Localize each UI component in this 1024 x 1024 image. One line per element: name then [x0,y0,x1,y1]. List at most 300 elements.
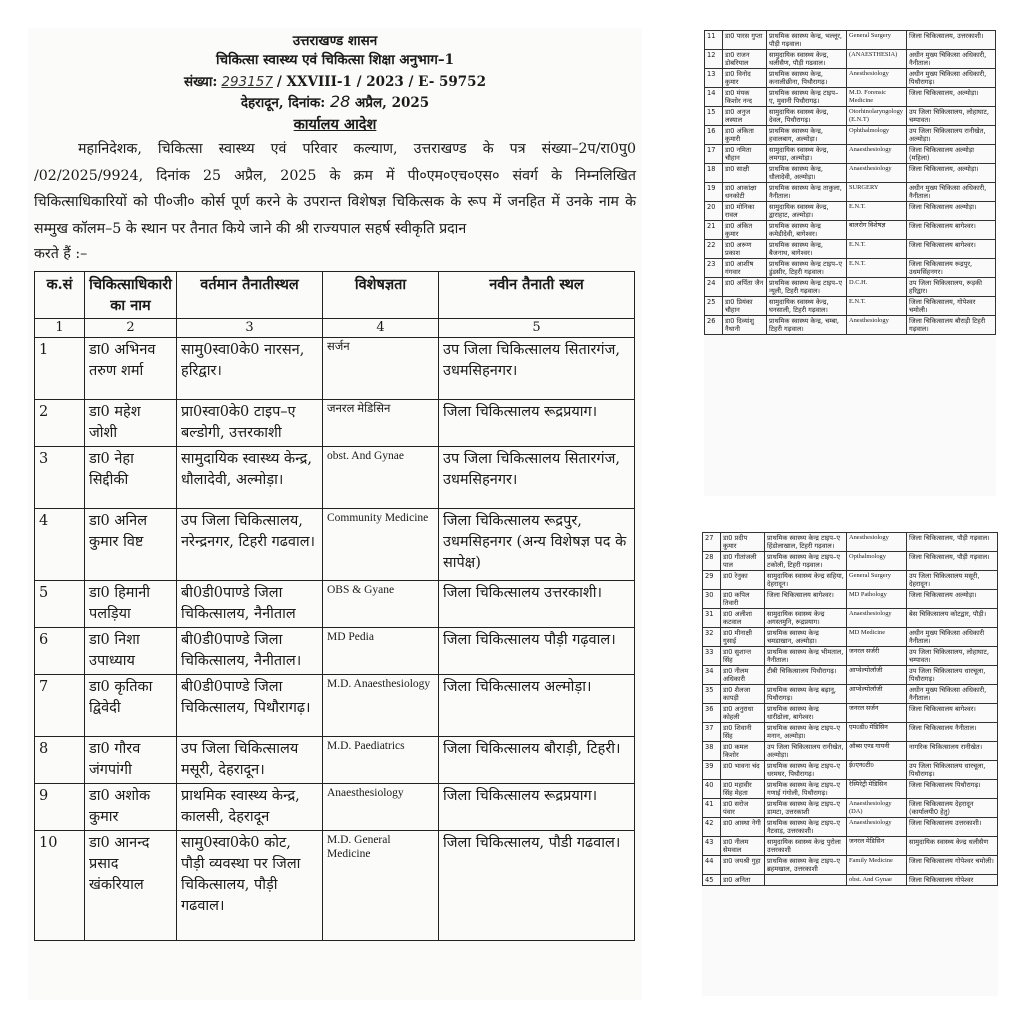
table-row [703,647,998,666]
cell-serial: 22 [705,240,723,259]
table-row [35,338,635,400]
cell-new-posting: जिला चिकित्सालय बागेश्वर। [907,221,996,240]
cell-speciality: Anesthesiology [847,69,907,88]
cell-new-posting: अधीन मुख्य चिकित्सा अधिकारी, नैनीताल। [907,50,996,69]
cell-current-posting: प्राथमिक स्वास्थ्य केन्द्र टाइप–ए डुंडसीर, टिहरी गढ़वाल। [767,259,847,278]
cell-new-posting: जिला चिकित्सालय नैनीताल। [907,723,998,742]
cell-current-posting: सामुदायिक स्वास्थ्य केन्द्र पुरोला उत्तरकाशी [765,837,847,856]
cell-serial: 15 [705,107,723,126]
main-document-page [28,28,642,1000]
order-title: कार्यालय आदेश [293,116,377,133]
cell-new-posting: जिला चिकित्सालय अल्मोड़ा। [907,590,998,609]
cell-serial: 21 [705,221,723,240]
table-header-row [35,272,635,319]
cell-serial: 14 [705,88,723,107]
table-row [703,628,998,647]
cell-current-posting: बी0डी0पाण्डे जिला चिकित्सालय, नैनीताल। [177,628,323,675]
cell-current-posting [765,875,847,886]
table-row [35,831,635,941]
cell-serial: 16 [705,126,723,145]
cell-current-posting: प्राथमिक स्वास्थ्य केन्द्र भीमताल, नैनीताल। [765,647,847,666]
table-row [703,685,998,704]
cell-speciality: रेस्पिरेट्री मेडिसिन [847,780,907,799]
cell-serial: 27 [703,533,721,552]
cell-speciality: ई0एन0टी0 [847,761,907,780]
cell-new-posting: जिला चिकित्सालय उत्तरकाशी। [907,818,998,837]
cell-serial: 45 [703,875,721,886]
cell-serial: 8 [35,737,85,784]
cell-current-posting: प्राथमिक स्वास्थ्य केन्द्र टाइप–ए नैटवाड़, उत्तरकाशी। [765,818,847,837]
cell-new-posting: जिला चिकित्सालय, पौड़ी गढ़वाल। [907,533,998,552]
cell-current-posting: जिला चिकित्सालय बागेश्वर। [765,590,847,609]
cell-current-posting: उप जिला चिकित्सालय मसूरी, देहरादून। [177,737,323,784]
cell-speciality: Ophthalmology [847,126,907,145]
cell-current-posting: प्राथमिक स्वास्थ्य केन्द्र, भल्लूर, पौड़ी गढ़वाल। [767,31,847,50]
cell-current-posting: सामुदायिक स्वास्थ्य केन्द्र, द्वाराहाट, अल्मोड़ा। [767,202,847,221]
cell-serial: 10 [35,831,85,941]
cell-new-posting: जिला चिकित्सालय रूद्रपुर, उधमसिंहनगर। [907,259,996,278]
cell-serial: 34 [703,666,721,685]
cell-speciality: Anesthesiology [847,316,907,335]
table-row [703,552,998,571]
cell-new-posting: जिला चिकित्सालय रूद्रपुर, उधमसिहनगर (अन्य विशेषज्ञ पद के सापेक्ष) [439,509,635,581]
cell-current-posting: सामुदायिक स्वास्थ्य केन्द्र अगस्तमुनि, रूद्रप्रयाग। [765,609,847,628]
cell-new-posting: जिला चिकित्सालय पौड़ी गढ़वाल। [439,628,635,675]
cell-serial: 44 [703,856,721,875]
cell-current-posting: प्राथमिक स्वास्थ्य केन्द्र, चम्बा, टिहरी गढ़वाल। [767,316,847,335]
table-row [705,221,996,240]
cell-current-posting: सामुदायिक स्वास्थ्य केन्द्र, धौलादेवी, अल्मोड़ा। [177,447,323,509]
cell-serial: 41 [703,799,721,818]
cell-speciality: E.N.T. [847,240,907,259]
table-row [703,704,998,723]
cell-current-posting: प्राथमिक स्वास्थ्य केन्द्र चमडाखान, अल्मोड़ा। [765,628,847,647]
cell-new-posting: जिला चिकित्सालय बौराड़ी टिहरी गढ़वाल। [907,316,996,335]
cell-name: डा0 आशीष गंगवार [723,259,767,278]
cell-speciality: जनरल सर्जरी [847,647,907,666]
cell-new-posting: जिला चिकित्सालय गोपेश्वर चमोली। [907,856,998,875]
cell-name: डा0 अंकित कुमार [723,221,767,240]
cell-speciality: Anaesthesiology [323,784,439,831]
cell-name: डा0 मीनाक्षी गुसाई [721,628,765,647]
cell-current-posting: प्राथमिक स्वास्थ्य केन्द्र, हवालबाग, अल्मोड़ा। [767,126,847,145]
cell-name: डा0 आस्था नेगी [721,818,765,837]
cell-serial: 32 [703,628,721,647]
cell-current-posting: प्राथमिक स्वास्थ्य केन्द्र टाइप–ए हिंडोलाखाल, टिहरी गढ़वाल। [765,533,847,552]
cell-new-posting: नागरिक चिकित्सालय रानीखेत। [907,742,998,761]
cell-current-posting: प्राथमिक स्वास्थ्य केन्द्र टाइप–ए धरमघर, पिथौरागढ़। [765,761,847,780]
cell-speciality: आप्थेल्मोलॉजी [847,666,907,685]
cell-speciality: बालरोग विशेषज्ञ [847,221,907,240]
col-header-speciality: विशेषज्ञता [323,272,439,319]
table-row [703,856,998,875]
table-row [703,818,998,837]
cell-new-posting: जिला चिकित्सालय रूद्रप्रयाग। [439,784,635,831]
table-row [705,316,996,335]
cell-name: डा0 गौरव जंगपांगी [85,737,177,784]
cell-name: डा0 गीतांजली पाल [721,552,765,571]
cell-current-posting: प्राथमिक स्वास्थ्य केन्द्र टाइप–ए डामटा, उत्तरकाशी [765,799,847,818]
cell-speciality: SURGERY [847,183,907,202]
cell-new-posting: जिला चिकित्सालय देहरादून (कार्यालयी0 हेतु) [907,799,998,818]
cell-serial: 28 [703,552,721,571]
cell-new-posting: जिला चिकित्सालय बौराड़ी, टिहरी। [439,737,635,784]
table-row [35,628,635,675]
cell-serial: 9 [35,784,85,831]
col-index: 1 [35,319,85,338]
table-row [35,737,635,784]
cell-speciality: M.D. Paediatrics [323,737,439,784]
cell-new-posting: अधीन मुख्य चिकित्सा अधिकारी, पिथौरागढ़। [907,69,996,88]
cell-serial: 26 [705,316,723,335]
cell-name: डा0 हिमानी पलड़िया [85,581,177,628]
col-header-new-posting: नवीन तैनाती स्थल [439,272,635,319]
cell-current-posting: सामुदायिक स्वास्थ्य केन्द्र सहिया, देहरादून। [765,571,847,590]
cell-current-posting: बी0डी0पाण्डे जिला चिकित्सालय, नैनीताल [177,581,323,628]
cell-name: डा0 अंकिता कुमारी [723,126,767,145]
cell-name: डा0 नीलम अधिकारी [721,666,765,685]
cell-current-posting: प्राथमिक स्वास्थ्य केन्द्र टाइप–ए मनान, अल्मोड़ा। [765,723,847,742]
cell-current-posting: सामुदायिक स्वास्थ्य केन्द्र, थलीसैण, पौड़ी गढवाल। [767,50,847,69]
cell-speciality: जनरल मेडिसिन [323,400,439,447]
cell-current-posting: प्राथमिक स्वास्थ्य केन्द्र बढ़ानू, पिथौरागढ़। [765,685,847,704]
cell-new-posting: उप जिला चिकित्सालय, लोहाघाट, चम्पावत। [907,107,996,126]
cell-current-posting: बी0डी0पाण्डे जिला चिकित्सालय, पिथौरागढ़। [177,675,323,737]
government-name: उत्तराखण्ड शासन [292,33,378,49]
col-index: 3 [177,319,323,338]
col-header-current-posting: वर्तमान तैनातीस्थल [177,272,323,319]
cell-name: डा0 शिवानी सिंह [721,723,765,742]
col-header-name: चिकित्साधिकारी का नाम [85,272,177,319]
table-row [705,297,996,316]
column-index-row [35,319,635,338]
cell-new-posting: उप जिला चिकित्सालय धारचूला, पिथौरागढ़। [907,761,998,780]
cell-name: डा0 अनिल कुमार विष्ट [85,509,177,581]
table-row [705,183,996,202]
cell-name: डा0 पारस गुप्ता [723,31,767,50]
table-row [35,784,635,831]
cell-new-posting: उप जिला चिकित्सालय, लोहाघाट, चम्पावत। [907,647,998,666]
cell-current-posting: प्राथमिक स्वास्थ्य केन्द्र, बैजनाथ, बागेश्वर। [767,240,847,259]
cell-name: डा0 नीलम सेमवाल [721,837,765,856]
cell-current-posting: प्राथमिक स्वास्थ्य केन्द्र टाइप–ए ब्रहमखाल, उत्तरकाशी [765,856,847,875]
cell-serial: 36 [703,704,721,723]
cell-name: डा0 कमल किशोर [721,742,765,761]
cell-new-posting: जिला चिकित्सालय पिथौरागढ़। [907,780,998,799]
cell-name: डा0 साक्षी [723,164,767,183]
cell-name: डा0 अभिनव तरुण शर्मा [85,338,177,400]
table-row [705,202,996,221]
cell-name: डा0 जयश्री गुहा [721,856,765,875]
cell-serial: 25 [705,297,723,316]
cell-new-posting: उप जिला चिकित्सालय रानीखेत, अल्मोड़ा। [907,126,996,145]
cell-speciality: Anaesthesiology [847,818,907,837]
cell-serial: 42 [703,818,721,837]
cell-new-posting: जिला चिकित्सालय, अल्मोड़ा। [907,164,996,183]
cell-serial: 24 [705,278,723,297]
cell-new-posting: सामुदायिक स्वास्थ्य केन्द्र थलीसैण [907,837,998,856]
cell-speciality: Anaesthesiology [847,145,907,164]
reference-number [28,72,642,90]
cell-new-posting: अधीन मुख्य चिकित्सा अधिकारी नैनीताल। [907,628,998,647]
cell-new-posting: जिला चिकित्सालय अल्मोड़ा। [439,675,635,737]
cell-serial: 29 [703,571,721,590]
table-row [703,742,998,761]
cell-speciality: General Surgery [847,571,907,590]
cell-speciality: ऑब्स एण्ड गायनी [847,742,907,761]
cell-serial: 43 [703,837,721,856]
cell-speciality: Community Medicine [323,509,439,581]
table-row [705,164,996,183]
order-paragraph: महानिदेशक, चिकित्सा स्वास्थ्य एवं परिवार कल्याण, उत्तराखण्ड के पत्र संख्या–2प/रा0पु0 /02/2025/9924, दिनांक 25 अप्रैल, 2025 के क्रम में पी०एम०एच०एस० संवर्ग के निम्नलिखित चिकित्साधिकारियों को पी०जी० कोर्स पूर्ण करने के उपरान्त विशेषज्ञ चिकित्सक के रूप में जनहित में उनके नाम के सम्मुख कॉलम–5 के स्थान पर तैनात किये जाने की श्री राज्यपाल सहर्ष स्वीकृति प्रदान [34,141,636,237]
cell-new-posting: अधीन मुख्य चिकित्सा अधिकारी, नैनीताल। [907,685,998,704]
cell-name: डा0 अनिता [721,875,765,886]
cell-speciality: obst. And Gynae [847,875,907,886]
cell-name: डा0 अनुराधा कोहली [721,704,765,723]
table-row [703,590,998,609]
cell-name: डा0 कपिल तिवारी [721,590,765,609]
table-row [35,447,635,509]
cell-current-posting: प्राथमिक स्वास्थ्य केन्द्र धारीढोला, बागेश्वर। [765,704,847,723]
cell-serial: 23 [705,259,723,278]
cell-speciality: Anaesthesiology [847,609,907,628]
cell-serial: 37 [703,723,721,742]
table-row [705,31,996,50]
cell-serial: 1 [35,338,85,400]
cell-current-posting: उप जिला चिकित्सालय, नरेन्द्रनगर, टिहरी गढवाल। [177,509,323,581]
cell-new-posting: उप जिला चिकित्सालय सितारगंज, उधमसिहनगर। [439,338,635,400]
cell-new-posting: उप जिला चिकित्सालय मसूरी, देहरादून। [907,571,998,590]
cell-serial: 38 [703,742,721,761]
cell-serial: 4 [35,509,85,581]
cell-serial: 13 [705,69,723,88]
reference-label: संख्या: [184,74,218,90]
table-row [703,875,998,886]
cell-speciality: एम0डी0 मेडिसिन [847,723,907,742]
cell-speciality: Family Medicine [847,856,907,875]
table-row [35,509,635,581]
cell-serial: 12 [705,50,723,69]
cell-name: डा0 नेहा सिद्दीकी [85,447,177,509]
cell-name: डा0 विनोद कुमार [723,69,767,88]
cell-speciality: M.D. Forensic Medicine [847,88,907,107]
cell-current-posting: सामुदायिक स्वास्थ्य केन्द्र, घनसाली, टिहरी गढ़वाल। [767,297,847,316]
cell-name: डा0 महेश जोशी [85,400,177,447]
table-row [705,126,996,145]
cell-serial: 30 [703,590,721,609]
cell-speciality: M.D. General Medicine [323,831,439,941]
cell-serial: 31 [703,609,721,628]
cell-new-posting: जिला चिकित्सालय अल्मोड़ा। [907,202,996,221]
table-row [705,107,996,126]
cell-current-posting: प्राथमिक स्वास्थ्य केन्द्र, कनालीछीना, पिथौरागढ़। [767,69,847,88]
cell-name: डा0 अशोक कुमार [85,784,177,831]
cell-current-posting: प्राथमिक स्वास्थ्य केन्द्र, कालसी, देहरादून [177,784,323,831]
cell-current-posting: सामु0स्वा0के0 नारसन, हरिद्वार। [177,338,323,400]
cell-name: डा0 कृतिका द्विवेदी [85,675,177,737]
handwritten-date: 28 [329,92,351,111]
cell-name: डा0 महावीर सिंह मेहता [721,780,765,799]
table-row [705,145,996,164]
cell-name: डा0 अलीशा कटवाल [721,609,765,628]
continuation-page-2 [702,532,998,996]
table-row [703,723,998,742]
cell-name: डा0 प्रियंका चौहान [723,297,767,316]
reference-rest: / XXVIII-1 / 2023 / E- 59752 [276,74,486,90]
cell-new-posting: बेस चिकित्सालय कोटद्वार, पौड़ी। [907,609,998,628]
cell-serial: 3 [35,447,85,509]
col-header-serial: क.सं [35,272,85,319]
cell-current-posting: प्राथमिक स्वास्थ्य केन्द्र कमेडीदेवी, बागेश्वर। [767,221,847,240]
table-row [705,50,996,69]
date-prefix: देहरादून, दिनांक: [240,95,326,111]
cell-new-posting: अधीन मुख्य चिकित्सा अधिकारी, नैनीताल। [907,183,996,202]
cell-name: डा0 रेनुका [721,571,765,590]
cell-name: डा0 अर्पिता जैन [723,278,767,297]
cell-new-posting: जिला चिकित्सालय गोपेश्वर [907,875,998,886]
cell-serial: 17 [705,145,723,164]
cell-speciality: जनरल सर्जन [847,704,907,723]
cell-current-posting: सामु0स्वा0के0 कोट, पौड़ी व्यवस्था पर जिला चिकित्सालय, पौड़ी गढवाल। [177,831,323,941]
table-row [703,837,998,856]
cell-serial: 33 [703,647,721,666]
cell-name: डा0 भावना चंद [721,761,765,780]
cell-new-posting: जिला चिकित्सालय बागेश्वर। [907,704,998,723]
cell-current-posting: सामुदायिक स्वास्थ्य केन्द्र, लमगड़ा, अल्मोड़ा। [767,145,847,164]
cell-serial: 39 [703,761,721,780]
cell-name: डा0 सुशान्त सिंह [721,647,765,666]
cell-current-posting: प्रा0स्वा0के0 टाइप–ए बल्डोगी, उत्तरकाशी [177,400,323,447]
cell-name: डा0 मंयक किशोर नन्द [723,88,767,107]
handwritten-number: 293157 [221,74,273,90]
cell-current-posting: उप जिला चिकित्सालय रानीखेत, अल्मोड़ा। [765,742,847,761]
cell-serial: 5 [35,581,85,628]
cell-name: डा0 आकांक्षा धनकोटी [723,183,767,202]
table-row [703,666,998,685]
cell-new-posting: उप जिला चिकित्सालय धारचूला, पिथौरागढ़। [907,666,998,685]
cell-name: डा0 निशा उपाध्याय [85,628,177,675]
table-row [705,88,996,107]
cell-serial: 2 [35,400,85,447]
cell-serial: 7 [35,675,85,737]
cell-current-posting: प्राथमिक स्वास्थ्य केन्द्र टाइप–ए गणाई गंगोली, पिथौरागढ़। [765,780,847,799]
cell-new-posting: जिला चिकित्सालय, पौड़ी गढ़वाल। [907,552,998,571]
date-line [28,92,642,111]
cell-name: डा0 प्रदीप कुमार [721,533,765,552]
cell-speciality: D.C.H. [847,278,907,297]
cell-new-posting: जिला चिकित्सालय उत्तरकाशी। [439,581,635,628]
table-row [703,609,998,628]
col-index: 5 [439,319,635,338]
table-row [703,780,998,799]
cell-speciality: Anaesthesiology (DA) [847,799,907,818]
table-row [35,400,635,447]
cell-serial: 40 [703,780,721,799]
cell-new-posting: उप जिला चिकित्सालय, रूड़की हरिद्वार। [907,278,996,297]
table-row [703,533,998,552]
cell-serial: 35 [703,685,721,704]
cell-speciality: E.N.T. [847,202,907,221]
cell-speciality: MD Medicine [847,628,907,647]
cell-name: डा0 सरोज पंवार [721,799,765,818]
continuation-page-1 [704,30,996,496]
cell-speciality: E.N.T. [847,297,907,316]
cell-speciality: (ANAESTHESIA) [847,50,907,69]
continuation-table-2 [702,532,998,886]
table-row [703,571,998,590]
cell-serial: 6 [35,628,85,675]
cell-name: डा0 राजन डोबरियाल [723,50,767,69]
cell-new-posting: जिला चिकित्सालय, उत्तरकाशी। [907,31,996,50]
cell-current-posting: प्राथमिक स्वास्थ्य केन्द्र टाइप–ए न्यूली, टिहरी गढ़वाल। [767,278,847,297]
table-row [703,799,998,818]
cell-speciality: MD Pathology [847,590,907,609]
table-row [703,761,998,780]
cell-new-posting: जिला चिकित्सालय, पौडी गढवाल। [439,831,635,941]
cell-speciality: Anaesthesiology [847,164,907,183]
col-index: 4 [323,319,439,338]
cell-name: डा0 अनुज लस्याल [723,107,767,126]
cell-speciality: सर्जन [323,338,439,400]
cell-speciality: Anesthesiology [847,533,907,552]
table-row [705,240,996,259]
continuation-table-1 [704,30,996,335]
cell-speciality: MD Pedia [323,628,439,675]
cell-speciality: जनरल मेडिसिन [847,837,907,856]
cell-name: डा0 शैलजा कापड़ी [721,685,765,704]
cell-speciality: Otorhinolaryngology (E.N.T) [847,107,907,126]
cell-name: डा0 आनन्द प्रसाद खंकरियाल [85,831,177,941]
cell-serial: 20 [705,202,723,221]
posting-table [34,271,635,941]
cell-current-posting: सामुदायिक स्वास्थ्य केन्द्र, देवल, पिथौरागढ़। [767,107,847,126]
cell-new-posting: जिला चिकित्सालय अल्मोड़ा (महिला) [907,145,996,164]
cell-current-posting: प्राथमिक स्वास्थ्य केन्द्र, धौलादेवी, अल्मोड़ा। [767,164,847,183]
date-rest: अप्रैल, 2025 [355,95,430,111]
cell-new-posting: जिला चिकित्सालय बागेश्वर। [907,240,996,259]
cell-current-posting: प्राथमिक स्वास्थ्य केन्द्र टाइप–ए टकोली, टिहरी गढ़वाल। [765,552,847,571]
cell-new-posting: जिला चिकित्सालय रूद्रप्रयाग। [439,400,635,447]
table-row [35,581,635,628]
col-index: 2 [85,319,177,338]
cell-current-posting: प्राथमिक स्वास्थ्य केन्द्र ताकुला, नैनीताल। [767,183,847,202]
cell-speciality: M.D. Anaesthesiology [323,675,439,737]
cell-serial: 19 [705,183,723,202]
cell-speciality: obst. And Gynae [323,447,439,509]
cell-speciality: E.N.T. [847,259,907,278]
cell-speciality: Opthalmology [847,552,907,571]
table-row [35,675,635,737]
cell-name: डा0 मोनिका रावल [723,202,767,221]
cell-speciality: आप्थेल्मोलॉजी [847,685,907,704]
order-closing: करते हैं :– [34,246,88,262]
table-row [705,259,996,278]
cell-name: डा0 दिव्यांशु नैथानी [723,316,767,335]
table-row [705,278,996,297]
cell-name: डा0 नमिता चौहान [723,145,767,164]
cell-current-posting: प्राथमिक स्वास्थ्य केन्द्र टाइप–ए, मुवानी पिथौरागढ़। [767,88,847,107]
table-row [705,69,996,88]
cell-new-posting: जिला चिकित्सालय, अल्मोड़ा। [907,88,996,107]
document-header [28,32,642,70]
department-name: चिकित्सा स्वास्थ्य एवं चिकित्सा शिक्षा अनुभाग–1 [216,52,454,68]
cell-new-posting: जिला चिकित्सालय, गोपेश्वर चमोली। [907,297,996,316]
cell-speciality: General Surgery [847,31,907,50]
cell-serial: 18 [705,164,723,183]
cell-serial: 11 [705,31,723,50]
cell-new-posting: उप जिला चिकित्सालय सितारगंज, उधमसिहनगर। [439,447,635,509]
cell-speciality: OBS & Gyane [323,581,439,628]
